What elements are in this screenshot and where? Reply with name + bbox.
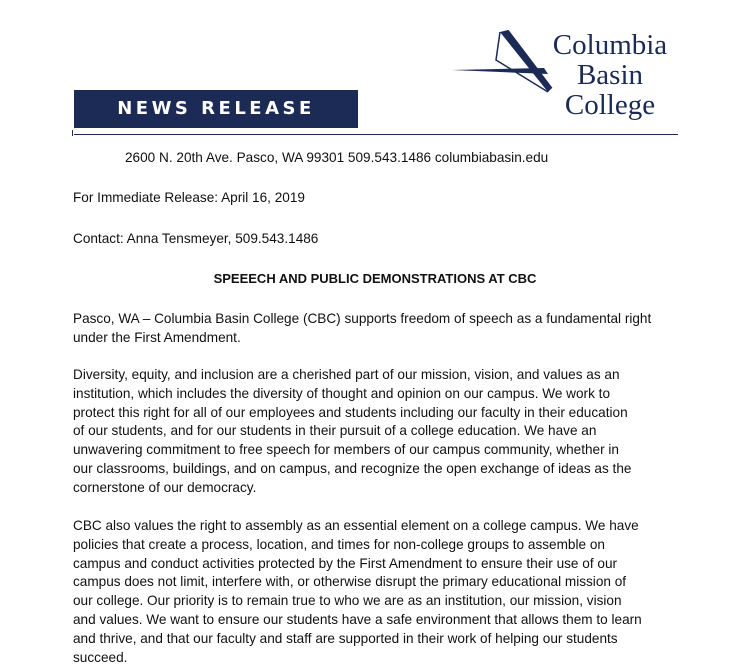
paragraph-line: under the First Amendment. bbox=[73, 329, 241, 345]
contact-line: Contact: Anna Tensmeyer, 509.543.1486 bbox=[73, 231, 319, 246]
paragraph-line: our classrooms, buildings, and on campus, and recognize the open exchange of ideas as the bbox=[73, 460, 632, 476]
college-logo-wordmark bbox=[540, 30, 680, 120]
paragraph-diversity bbox=[73, 366, 673, 498]
paragraph-line: and thrive, and that our faculty and staff are supported in their work of helping our students bbox=[73, 630, 618, 646]
header-rule-tick bbox=[72, 130, 73, 136]
release-date-line: For Immediate Release: April 16, 2019 bbox=[73, 190, 305, 205]
header-rule bbox=[74, 134, 678, 135]
paragraph-line: policies that create a process, location, and times for non-college groups to assemble on bbox=[73, 536, 605, 552]
paragraph-assembly bbox=[73, 517, 673, 667]
paragraph-line: campus does not limit, interfere with, or otherwise disrupt the primary educational mission of bbox=[73, 574, 627, 590]
paragraph-line: cornerstone of our democracy. bbox=[73, 479, 257, 495]
paragraph-line: our college. Our priority is to remain true to who we are as an institution, our mission, vision bbox=[73, 593, 622, 609]
address-line: 2600 N. 20th Ave. Pasco, WA 99301 509.543.1486 columbiabasin.edu bbox=[125, 150, 549, 165]
logo-line-1: Columbia bbox=[552, 29, 668, 61]
paragraph-line: unwavering commitment to free speech for members of our campus community, whether in bbox=[73, 442, 619, 458]
logo-line-3: College bbox=[564, 89, 656, 121]
paragraph-line: and values. We want to ensure our students have a safe environment that allows them to learn bbox=[73, 611, 642, 627]
paragraph-line: protect this right for all of our employees and students including our faculty in their education bbox=[73, 404, 628, 420]
news-release-banner: NEWS RELEASE bbox=[74, 90, 358, 128]
paragraph-line: succeed. bbox=[73, 649, 128, 665]
paragraph-line: of our students, and for our students in their pursuit of a college education. We have an bbox=[73, 423, 597, 439]
paragraph-intro bbox=[73, 310, 673, 348]
paragraph-line: institution, which includes the diversity of thought and opinion on our campus. We work to bbox=[73, 385, 610, 401]
logo-line-2: Basin bbox=[576, 59, 644, 91]
headline: SPEEECH AND PUBLIC DEMONSTRATIONS AT CBC bbox=[213, 271, 537, 286]
paragraph-line: CBC also values the right to assembly as an essential element on a college campus. We have bbox=[73, 518, 639, 533]
paragraph-line: Pasco, WA – Columbia Basin College (CBC) supports freedom of speech as a fundamental right bbox=[73, 311, 652, 326]
paragraph-line: campus and conduct activities protected by the First Amendment to ensure their use of our bbox=[73, 555, 618, 571]
paragraph-line: Diversity, equity, and inclusion are a cherished part of our mission, vision, and values as an bbox=[73, 367, 620, 382]
